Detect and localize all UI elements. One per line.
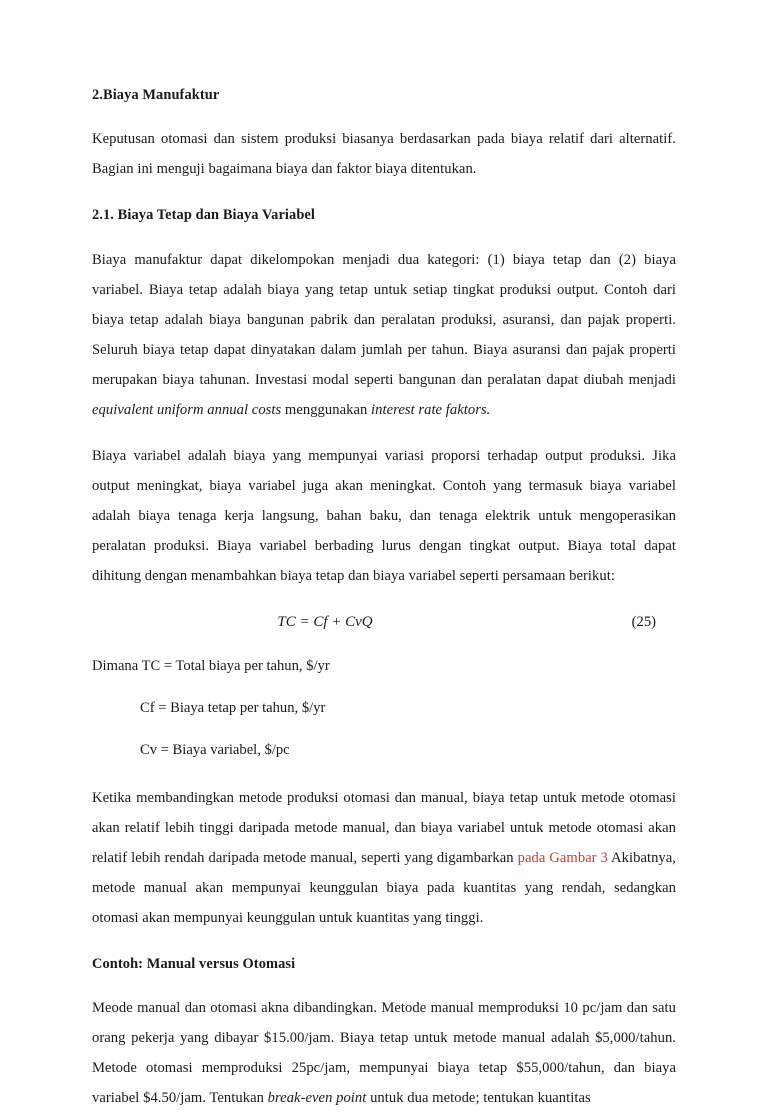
subsection-heading: 2.1. Biaya Tetap dan Biaya Variabel: [92, 207, 316, 224]
fixed-cost-text-part1: Biaya manufaktur dapat dikelompokan menjadi dua kategori: (1) biaya tetap dan (2) biaya variabel. Biaya tetap adalah biaya yang tetap untuk setiap tingkat produksi output. Contoh dari biaya tetap adalah biaya bangunan pabrik dan peralatan produksi, asuransi, dan pajak properti. Seluruh biaya tetap dapat dinyatakan dalam jumlah per tahun. Biaya asuransi dan pajak properti merupakan biaya tahunan. Investasi modal seperti bangunan dan peralatan dapat diubah menjadi: [92, 251, 676, 388]
fixed-cost-text-part2: menggunakan: [281, 401, 372, 418]
paragraph-comparison: [92, 783, 676, 933]
cross-reference-gambar-3[interactable]: pada Gambar 3: [517, 849, 608, 866]
equation-row: [92, 607, 676, 637]
example-heading: Contoh: Manual versus Otomasi: [92, 955, 296, 972]
example-text-part1: Meode manual dan otomasi akna dibandingkan. Metode manual memproduksi 10 pc/jam dan satu orang pekerja yang dibayar $15.00/jam. Biaya tetap untuk metode manual adalah $5,000/tahun. Metode otomasi memproduksi 25pc/jam, mempunyai biaya tetap $55,000/tahun, dan biaya variabel $4.50/jam. Tentukan: [92, 1000, 676, 1107]
equation-number: (25): [631, 613, 656, 630]
paragraph-variable-cost: Biaya variabel adalah biaya yang mempunyai variasi proporsi terhadap output produksi. Jika output meningkat, biaya variabel juga akan meningkat. Contoh yang termasuk biaya variabel adalah biaya tenaga kerja langsung, bahan baku, dan tenaga elektrik untuk mengoperasikan peralatan produksi. Biaya variabel berbading lurus dengan tingkat output. Biaya total dapat dihitung dengan menambahkan biaya tetap dan biaya variabel seperti persamaan berikut:: [92, 447, 676, 584]
term-break-even-point: break-even point: [267, 1090, 367, 1107]
paragraph-example: [92, 993, 676, 1113]
example-text-part2: untuk dua metode; tentukan kuantitas: [366, 1090, 591, 1107]
paragraph-fixed-cost: [92, 245, 676, 425]
document-content: [92, 86, 676, 1113]
definition-fixed-cost: Cf = Biaya tetap per tahun, $/yr: [140, 699, 326, 716]
comparison-text-part1: Ketika membandingkan metode produksi otomasi dan manual, biaya tetap untuk metode otomasi akan relatif lebih tinggi daripada metode manual, dan biaya variabel untuk metode otomasi akan relatif lebih rendah daripada metode manual, seperti yang digambarkan: [92, 789, 676, 866]
intro-paragraph: Keputusan otomasi dan sistem produksi biasanya berdasarkan pada biaya relatif dari alternatif. Bagian ini menguji bagaimana biaya dan faktor biaya ditentukan.: [92, 131, 676, 178]
definition-total-cost: Dimana TC = Total biaya per tahun, $/yr: [92, 657, 330, 674]
definition-variable-cost: Cv = Biaya variabel, $/pc: [140, 741, 290, 758]
equation-formula: TC = Cf + CvQ: [277, 613, 373, 630]
term-equivalent-uniform-annual-costs: equivalent uniform annual costs: [92, 401, 282, 418]
comparison-text-part2: Akibatnya, metode manual akan mempunyai keunggulan biaya pada kuantitas yang rendah, sedangkan otomasi akan mempunyai keunggulan untuk kuantitas yang tinggi.: [92, 849, 676, 926]
term-interest-rate-faktors: interest rate faktors.: [371, 401, 491, 418]
section-heading: 2.Biaya Manufaktur: [92, 87, 220, 103]
